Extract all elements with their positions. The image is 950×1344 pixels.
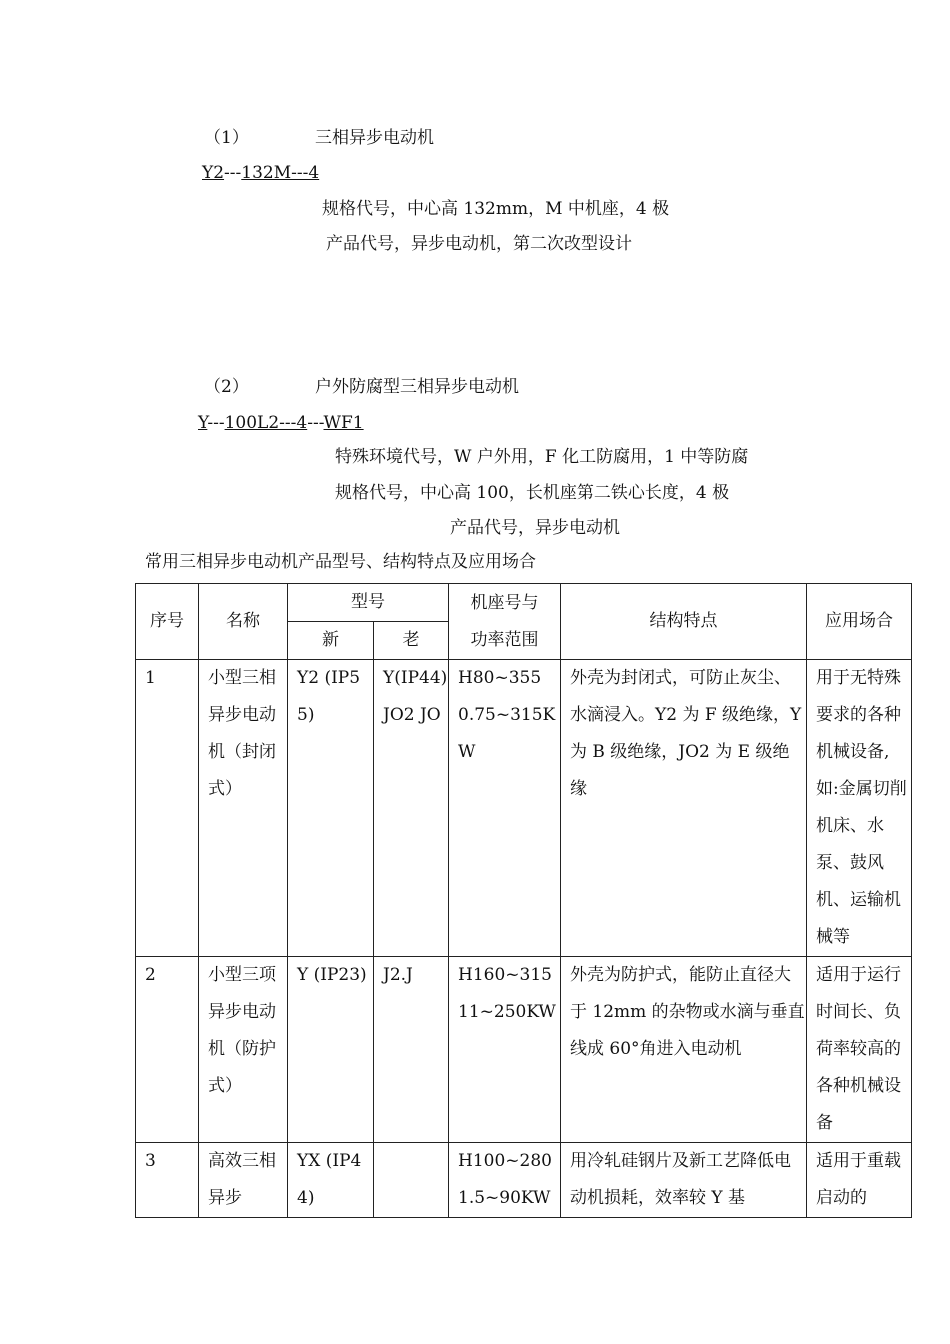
header-seq: 序号 [136, 584, 199, 660]
cell-name: 小型三项异步电动机（防护式） [199, 957, 288, 1143]
motor-spec-table [135, 583, 912, 1218]
cell-old: J2.J [374, 957, 449, 1143]
cell-seq: 2 [136, 957, 199, 1143]
header-structure: 结构特点 [561, 584, 807, 660]
model-part: --- [307, 413, 324, 433]
header-name: 名称 [199, 584, 288, 660]
section2-index: （2） [204, 377, 249, 397]
model-part: WF1 [323, 413, 364, 433]
section2-line-env: 特殊环境代号，W 户外用，F 化工防腐用，1 中等防腐 [335, 447, 749, 467]
table-row [136, 957, 912, 1143]
header-model: 型号 [288, 584, 449, 622]
model-part: 100L2---4 [224, 413, 308, 433]
cell-name: 高效三相异步 [199, 1143, 288, 1218]
table-row [136, 660, 912, 957]
cell-application: 适用于重载启动的 [807, 1143, 912, 1218]
header-new: 新 [288, 622, 374, 660]
cell-new: YX (IP44) [288, 1143, 374, 1218]
cell-old: Y(IP44) JO2 JO [374, 660, 449, 957]
cell-seq: 3 [136, 1143, 199, 1218]
cell-old [374, 1143, 449, 1218]
cell-structure: 外壳为防护式，能防止直径大于 12mm 的杂物或水滴与垂直线成 60°角进入电动机 [561, 957, 807, 1143]
header-application: 应用场合 [807, 584, 912, 660]
model-part: Y2 [202, 163, 225, 183]
cell-new: Y (IP23) [288, 957, 374, 1143]
section1-line-product: 产品代号，异步电动机，第二次改型设计 [326, 234, 632, 254]
cell-structure: 用冷轧硅钢片及新工艺降低电动机损耗，效率较 Y 基 [561, 1143, 807, 1218]
cell-application: 适用于运行时间长、负荷率较高的各种机械设备 [807, 957, 912, 1143]
section2-title: 户外防腐型三相异步电动机 [315, 377, 519, 397]
cell-name: 小型三相异步电动机（封闭式） [199, 660, 288, 957]
cell-seq: 1 [136, 660, 199, 957]
header-old: 老 [374, 622, 449, 660]
cell-structure: 外壳为封闭式，可防止灰尘、水滴浸入。Y2 为 F 级绝缘，Y 为 B 级绝缘，JO2 为 E 级绝缘 [561, 660, 807, 957]
model-part: --- [207, 413, 225, 433]
cell-new: Y2 (IP55) [288, 660, 374, 957]
section2-line-product: 产品代号，异步电动机 [450, 518, 620, 538]
cell-frame: H80~355 0.75~315KW [449, 660, 561, 957]
model-part: --- [224, 163, 242, 183]
section1-line-spec: 规格代号，中心高 132mm，M 中机座，4 极 [322, 199, 670, 219]
header-row [136, 584, 912, 622]
cell-frame: H100~280 1.5~90KW [449, 1143, 561, 1218]
model-part: 132M---4 [241, 163, 320, 183]
cell-frame: H160~315 11~250KW [449, 957, 561, 1143]
header-frame-line2: 功率范围 [470, 629, 539, 650]
header-frame-line1: 机座号与 [470, 592, 539, 613]
model-part: Y [198, 413, 208, 433]
table-row [136, 1143, 912, 1218]
section2-model-code [198, 412, 364, 434]
section1-model-code [202, 162, 319, 184]
cell-application: 用于无特殊要求的各种机械设备,如:金属切削机床、水泵、鼓风机、运输机械等 [807, 660, 912, 957]
section1-title: 三相异步电动机 [315, 128, 434, 148]
table-caption: 常用三相异步电动机产品型号、结构特点及应用场合 [145, 552, 536, 572]
section2-line-spec: 规格代号，中心高 100，长机座第二铁心长度，4 极 [335, 483, 730, 503]
header-frame [449, 584, 561, 660]
section1-index: （1） [204, 128, 249, 148]
